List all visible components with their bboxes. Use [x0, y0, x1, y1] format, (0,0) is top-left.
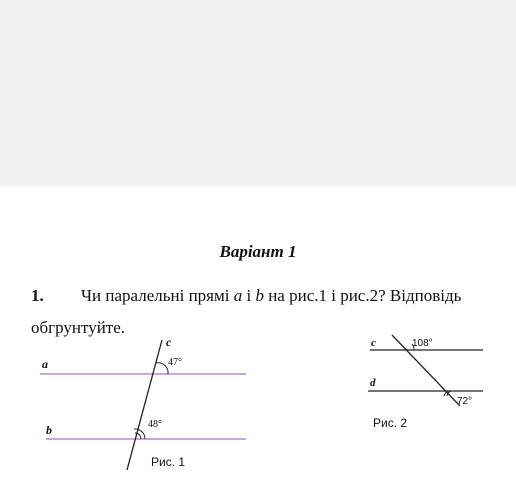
task-text-part1: Чи паралельні прямі [81, 286, 234, 305]
figure-1-caption: Рис. 1 [151, 455, 186, 469]
task-number: 1. [31, 286, 44, 305]
figure-2-caption: Рис. 2 [373, 416, 408, 430]
label-d: d [370, 377, 376, 389]
task-text-and: і [242, 286, 256, 305]
line-c [127, 340, 162, 470]
variant-title: Варіант 1 [219, 242, 297, 261]
top-gray-band [0, 0, 516, 186]
label-a: a [42, 357, 48, 371]
label-b: b [46, 423, 52, 437]
figure-1 [30, 330, 270, 475]
task-text-part2: на рис.1 і рис.2? Відповідь [263, 286, 462, 305]
task-question-line1 [81, 286, 461, 306]
label-c: c [371, 337, 376, 349]
angle-top-label: 108° [412, 338, 433, 349]
angle-bottom-label: 72° [457, 396, 473, 407]
angle-top-label: 47° [168, 357, 182, 368]
angle-bottom-label: 48° [148, 419, 162, 430]
angle-arc-top [156, 363, 168, 374]
label-c: c [166, 335, 172, 349]
task-question-line2: обгрунтуйте. [31, 318, 126, 337]
figure-2 [360, 330, 490, 435]
var-a: a [233, 286, 243, 305]
var-b: b [255, 286, 264, 305]
